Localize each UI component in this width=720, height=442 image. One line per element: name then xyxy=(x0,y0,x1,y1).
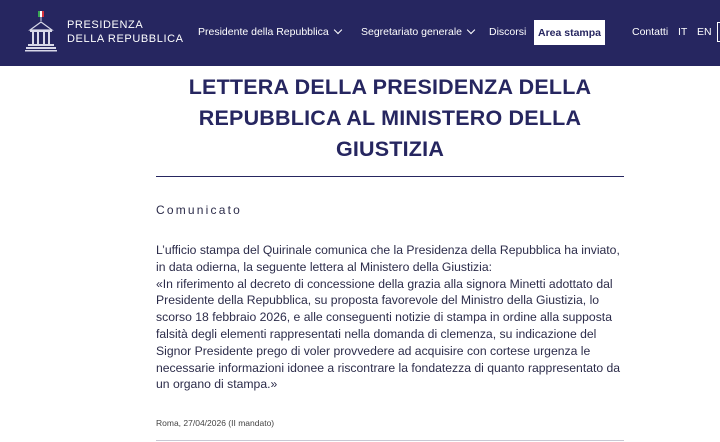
article-dateline: Roma, 27/04/2026 (II mandato) xyxy=(156,418,275,428)
lang-en[interactable]: EN xyxy=(697,26,712,38)
lang-it[interactable]: IT xyxy=(678,26,688,38)
top-navbar xyxy=(0,0,720,66)
nav-presidente-label: Presidente della Repubblica xyxy=(198,26,329,38)
nav-discorsi[interactable] xyxy=(489,26,526,38)
title-divider xyxy=(156,176,624,177)
nav-presidente[interactable] xyxy=(198,26,341,38)
article-quote: «In riferimento al decreto di concessione della grazia alla signora Minetti adottato dal Presidente della Repubblica, su proposta favorevole del Ministro della Giustizia, lo scorso 18 febbraio 2026, e alle conseguenti notizie di stampa in ordine alla supposta falsità degli elementi rappresentati nella domanda di clemenza, su indicazione del Signor Presidente prego di voler provvedere ad acquisire con cortese urgenza le necessarie informazioni idonee a riscontrare la fondatezza di quanto rappresentato da un organo di stampa.» xyxy=(156,276,621,392)
brand-line2: DELLA REPUBBLICA xyxy=(67,33,184,45)
nav-contatti[interactable]: Contatti xyxy=(632,26,669,38)
nav-segretariato[interactable] xyxy=(361,26,474,38)
article-category: Comunicato xyxy=(156,203,243,217)
chevron-down-icon xyxy=(467,26,475,34)
nav-discorsi-label: Discorsi xyxy=(489,26,527,38)
article-intro: L’ufficio stampa del Quirinale comunica che la Presidenza della Repubblica ha inviato, in data odierna, la seguente lettera al Ministero della Giustizia: xyxy=(156,243,620,274)
brand-line1: PRESIDENZA xyxy=(67,19,144,31)
main-nav xyxy=(0,0,720,66)
nav-area-stampa[interactable]: Area stampa xyxy=(534,20,605,45)
article-body xyxy=(156,242,626,393)
nav-segretariato-label: Segretariato generale xyxy=(361,26,462,38)
chevron-down-icon xyxy=(334,26,342,34)
page-title: LETTERA DELLA PRESIDENZA DELLA REPUBBLICA AL MINISTERO DELLA GIUSTIZIA xyxy=(188,75,592,161)
footer-divider xyxy=(156,440,624,441)
